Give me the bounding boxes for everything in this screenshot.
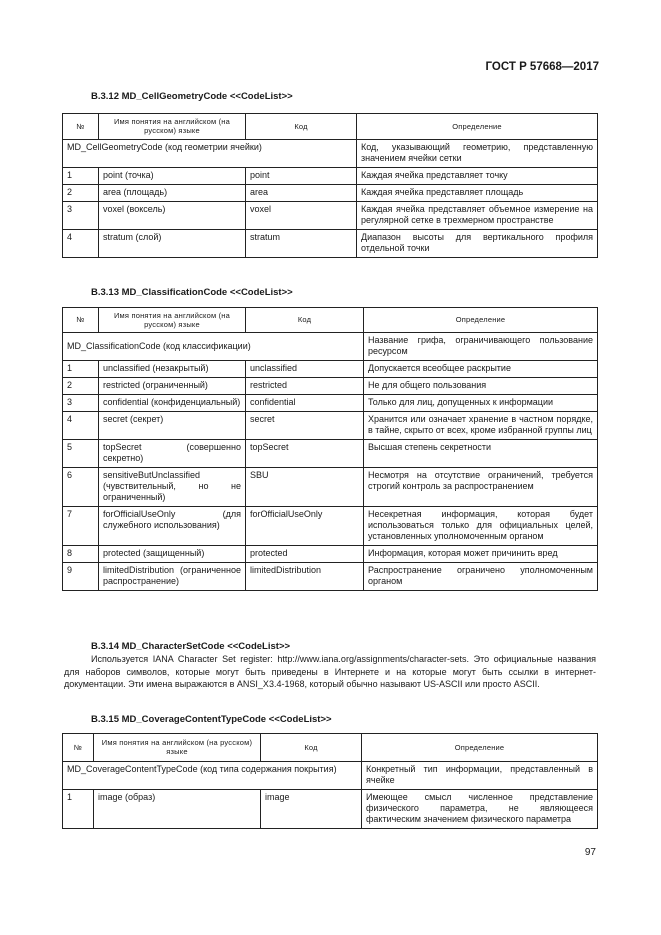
row-name: forOfficialUseOnly (для служебного использования) [99,507,246,546]
row-num: 2 [63,378,99,395]
summary-row [63,762,598,790]
col-header-name: Имя понятия на английском (на русском) языке [94,734,261,762]
table-row [63,378,598,395]
row-code: image [261,790,362,829]
row-num: 1 [63,790,94,829]
summary-name: MD_CoverageContentTypeCode (код типа содержания покрытия) [63,762,362,790]
row-name: protected (защищенный) [99,546,246,563]
row-code: area [246,185,357,202]
summary-name: MD_ClassificationCode (код классификации) [63,333,364,361]
row-definition: Несекретная информация, которая будет использоваться только для официальных целей, установленных уполномоченным органом [364,507,598,546]
row-code: stratum [246,230,357,258]
section-title-b-3-12: B.3.12 MD_CellGeometryCode <<CodeList>> [91,91,293,102]
row-definition: Диапазон высоты для вертикального профиля отдельной точки [357,230,598,258]
table-row [63,412,598,440]
table-header-row [63,734,598,762]
section-title-b-3-14: B.3.14 MD_CharacterSetCode <<CodeList>> [91,641,291,652]
row-num: 8 [63,546,99,563]
summary-row [63,333,598,361]
row-num: 4 [63,230,99,258]
row-definition: Несмотря на отсутствие ограничений, требуется строгий контроль за распространением [364,468,598,507]
row-code: limitedDistribution [246,563,364,591]
col-header-num: № [63,734,94,762]
row-name: restricted (ограниченный) [99,378,246,395]
col-header-code: Код [261,734,362,762]
col-header-num: № [63,308,99,333]
row-definition: Каждая ячейка представляет площадь [357,185,598,202]
summary-name: MD_CellGeometryCode (код геометрии ячейки) [63,140,357,168]
standard-header: ГОСТ Р 57668—2017 [485,61,599,73]
row-definition: Хранится или означает хранение в частном порядке, в тайне, скрыто от всех, кроме избранной группы лиц [364,412,598,440]
col-header-definition: Определение [357,114,598,140]
table-classification-code [62,307,598,591]
table-row [63,468,598,507]
col-header-code: Код [246,308,364,333]
row-name: unclassified (незакрытый) [99,361,246,378]
row-name: secret (секрет) [99,412,246,440]
row-num: 5 [63,440,99,468]
row-definition: Информация, которая может причинить вред [364,546,598,563]
table-row [63,507,598,546]
table-coverage-content-type-code [62,733,598,829]
row-code: point [246,168,357,185]
table-row [63,563,598,591]
row-num: 7 [63,507,99,546]
row-code: topSecret [246,440,364,468]
row-code: confidential [246,395,364,412]
row-name: area (площадь) [99,185,246,202]
table-row [63,361,598,378]
table-row [63,168,598,185]
row-name: confidential (конфиденциальный) [99,395,246,412]
row-definition: Допускается всеобщее раскрытие [364,361,598,378]
table-row [63,395,598,412]
table-cell-geometry-code [62,113,598,258]
row-code: unclassified [246,361,364,378]
row-num: 9 [63,563,99,591]
table-row [63,202,598,230]
row-num: 6 [63,468,99,507]
row-code: protected [246,546,364,563]
row-definition: Высшая степень секретности [364,440,598,468]
table-row [63,230,598,258]
row-num: 1 [63,168,99,185]
row-name: sensitiveButUnclassified (чувствительный, но не ограниченный) [99,468,246,507]
row-definition: Каждая ячейка представляет объемное измерение на регулярной сетке в трехмерном пространстве [357,202,598,230]
row-name: limitedDistribution (ограниченное распространение) [99,563,246,591]
row-code: voxel [246,202,357,230]
row-code: secret [246,412,364,440]
row-definition: Только для лиц, допущенных к информации [364,395,598,412]
row-num: 3 [63,395,99,412]
col-header-name: Имя понятия на английском (на русском) языке [99,308,246,333]
row-num: 2 [63,185,99,202]
row-code: forOfficialUseOnly [246,507,364,546]
summary-definition: Конкретный тип информации, представленный в ячейке [362,762,598,790]
table-header-row [63,114,598,140]
col-header-code: Код [246,114,357,140]
row-code: restricted [246,378,364,395]
row-definition: Не для общего пользования [364,378,598,395]
row-num: 3 [63,202,99,230]
section-title-b-3-15: B.3.15 MD_CoverageContentTypeCode <<CodeList>> [91,714,332,725]
table-header-row [63,308,598,333]
character-set-paragraph [64,653,596,691]
character-set-text: Используется IANA Character Set register: http://www.iana.org/assignments/character-sets. Это официальные названия для наборов символов, которые могут быть приведены в Интернете и на которые могут быть ссылки в интернет-документации. Эти имена выражаются в ANSI_X3.4-1968, который обычно называют US-ASCII или просто ASCII. [64,654,596,689]
table-row [63,790,598,829]
section-title-b-3-13: B.3.13 MD_ClassificationCode <<CodeList>> [91,287,293,298]
row-name: topSecret (совершенно секретно) [99,440,246,468]
row-definition: Имеющее смысл численное представление физического параметра, не являющееся фактическим значением физического параметра [362,790,598,829]
row-num: 4 [63,412,99,440]
row-num: 1 [63,361,99,378]
page-number: 97 [584,847,596,858]
table-row [63,440,598,468]
row-definition: Каждая ячейка представляет точку [357,168,598,185]
table-row [63,546,598,563]
summary-definition: Название грифа, ограничивающего пользование ресурсом [364,333,598,361]
col-header-num: № [63,114,99,140]
row-definition: Распространение ограничено уполномоченным органом [364,563,598,591]
col-header-definition: Определение [364,308,598,333]
summary-definition: Код, указывающий геометрию, представленную значением ячейки сетки [357,140,598,168]
row-name: voxel (воксель) [99,202,246,230]
table-row [63,185,598,202]
row-name: point (точка) [99,168,246,185]
row-code: SBU [246,468,364,507]
col-header-name: Имя понятия на английском (на русском) языке [99,114,246,140]
row-name: image (образ) [94,790,261,829]
col-header-definition: Определение [362,734,598,762]
row-name: stratum (слой) [99,230,246,258]
summary-row [63,140,598,168]
